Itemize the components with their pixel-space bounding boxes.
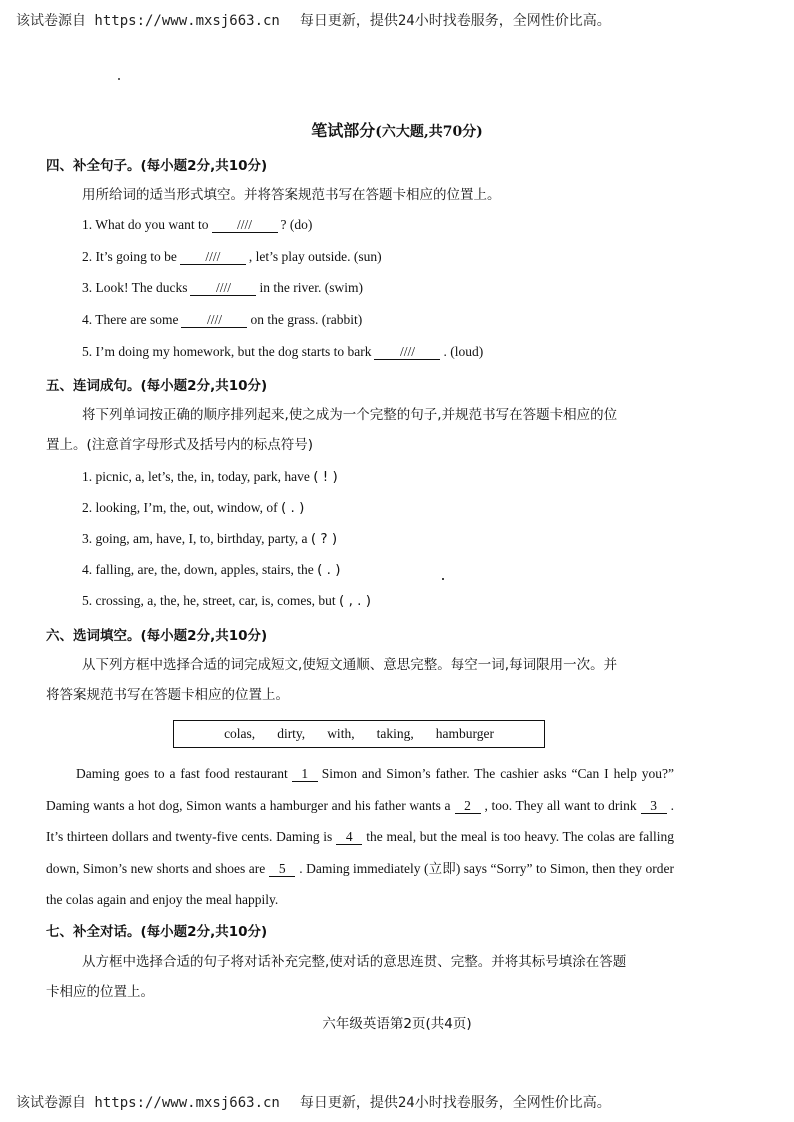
section-5-heading xyxy=(46,374,267,394)
section-6-heading xyxy=(46,624,267,644)
s5-item-5: 5. crossing, a, the, he, street, car, is, comes, but ( , . ) xyxy=(82,593,372,609)
watermark-slogan: 每日更新，提供24小时找卷服务，全网性价比高。 xyxy=(299,1095,611,1111)
section-4-instruction: 用所给词的适当形式填空。并将答案规范书写在答题卡相应的位置上。 xyxy=(82,187,501,203)
section-7-title: 七、补全对话。 xyxy=(46,924,141,940)
watermark-top xyxy=(16,10,611,30)
s5-item-4: 4. falling, are, the, down, apples, stairs, the ( . ) xyxy=(82,562,341,578)
s4-item-2: 2. It’s going to be //// , let’s play outside. (sun) xyxy=(82,249,382,264)
cloze-blank-4[interactable]: 4 xyxy=(336,830,362,845)
cloze-blank-1[interactable]: 1 xyxy=(292,767,318,782)
s5-item-3: 3. going, am, have, I, to, birthday, party, a ( ? ) xyxy=(82,531,338,547)
answer-blank[interactable]: //// xyxy=(190,281,256,296)
word-bank-box xyxy=(173,720,545,748)
section-7-points: (每小题2分,共10分) xyxy=(140,924,268,940)
section-5-title: 五、连词成句。 xyxy=(46,378,141,394)
section-6-points: (每小题2分,共10分) xyxy=(140,628,268,644)
s4-item-1: 1. What do you want to //// ? (do) xyxy=(82,217,313,232)
title-main: 笔试部分 xyxy=(311,121,376,140)
word-bank-word: with, xyxy=(327,726,355,741)
answer-blank[interactable]: //// xyxy=(180,250,246,265)
word-bank-word: dirty, xyxy=(277,726,306,741)
s5-item-1: 1. picnic, a, let’s, the, in, today, park, have ( ! ) xyxy=(82,469,338,485)
watermark-source: 该试卷源自 https://www.mxsj663.cn xyxy=(16,13,280,29)
section-6-instruction-2: 将答案规范书写在答题卡相应的位置上。 xyxy=(46,687,289,703)
word-bank-word: hamburger xyxy=(435,726,494,741)
section-5-instruction-2: 置上。(注意首字母形式及括号内的标点符号) xyxy=(46,437,314,453)
title-sub: (六大题,共70分) xyxy=(375,124,483,140)
s4-item-4: 4. There are some //// on the grass. (rabbit) xyxy=(82,312,363,327)
watermark-slogan: 每日更新，提供24小时找卷服务，全网性价比高。 xyxy=(299,13,611,29)
section-5-instruction-1: 将下列单词按正确的顺序排列起来,使之成为一个完整的句子,并规范书写在答题卡相应的位 xyxy=(82,407,618,423)
cloze-blank-5[interactable]: 5 xyxy=(269,862,295,877)
s4-item-3: 3. Look! The ducks //// in the river. (swim) xyxy=(82,280,363,295)
cloze-blank-2[interactable]: 2 xyxy=(455,799,481,814)
section-4-points: (每小题2分,共10分) xyxy=(140,158,268,174)
page-footer: 六年级英语第2页(共4页) xyxy=(322,1016,472,1032)
scan-speck xyxy=(118,78,120,80)
section-7-instruction-2: 卡相应的位置上。 xyxy=(46,984,154,1000)
answer-blank[interactable]: //// xyxy=(374,345,440,360)
answer-blank[interactable]: //// xyxy=(181,313,247,328)
word-bank-word: taking, xyxy=(376,726,414,741)
answer-blank[interactable]: //// xyxy=(212,218,278,233)
cloze-blank-3[interactable]: 3 xyxy=(641,799,667,814)
section-5-points: (每小题2分,共10分) xyxy=(140,378,268,394)
section-7-instruction-1: 从方框中选择合适的句子将对话补充完整,使对话的意思连贯、完整。并将其标号填涂在答题 xyxy=(82,954,627,970)
word-bank-word: colas, xyxy=(224,726,256,741)
section-7-heading xyxy=(46,920,267,940)
section-6-title: 六、选词填空。 xyxy=(46,628,141,644)
section-4-title: 四、补全句子。 xyxy=(46,158,141,174)
s5-item-2: 2. looking, I’m, the, out, window, of ( . ) xyxy=(82,500,305,516)
page-title xyxy=(0,118,794,141)
section-4-heading xyxy=(46,154,267,174)
s4-item-5: 5. I’m doing my homework, but the dog starts to bark //// . (loud) xyxy=(82,344,484,359)
cloze-passage: Daming goes to a fast food restaurant 1 Simon and Simon’s father. The cashier asks “Can I help you?” Daming wants a hot dog, Simon wants a hamburger and his father wants a 2 , too. They all want to drink 3 . It’s thirteen dollars and twenty-five cents. Daming is 4 the meal, but the meal is too heavy. The colas are falling down, Simon’s new shorts and shoes are 5 . Daming immediately (立即) says “Sorry” to Simon, then they order the colas again and enjoy the meal happily. xyxy=(46,766,675,907)
section-6-instruction-1: 从下列方框中选择合适的词完成短文,使短文通顺、意思完整。每空一词,每词限用一次。并 xyxy=(82,657,618,673)
watermark-bottom xyxy=(16,1092,611,1112)
watermark-source: 该试卷源自 https://www.mxsj663.cn xyxy=(16,1095,280,1111)
scan-speck xyxy=(442,578,444,580)
